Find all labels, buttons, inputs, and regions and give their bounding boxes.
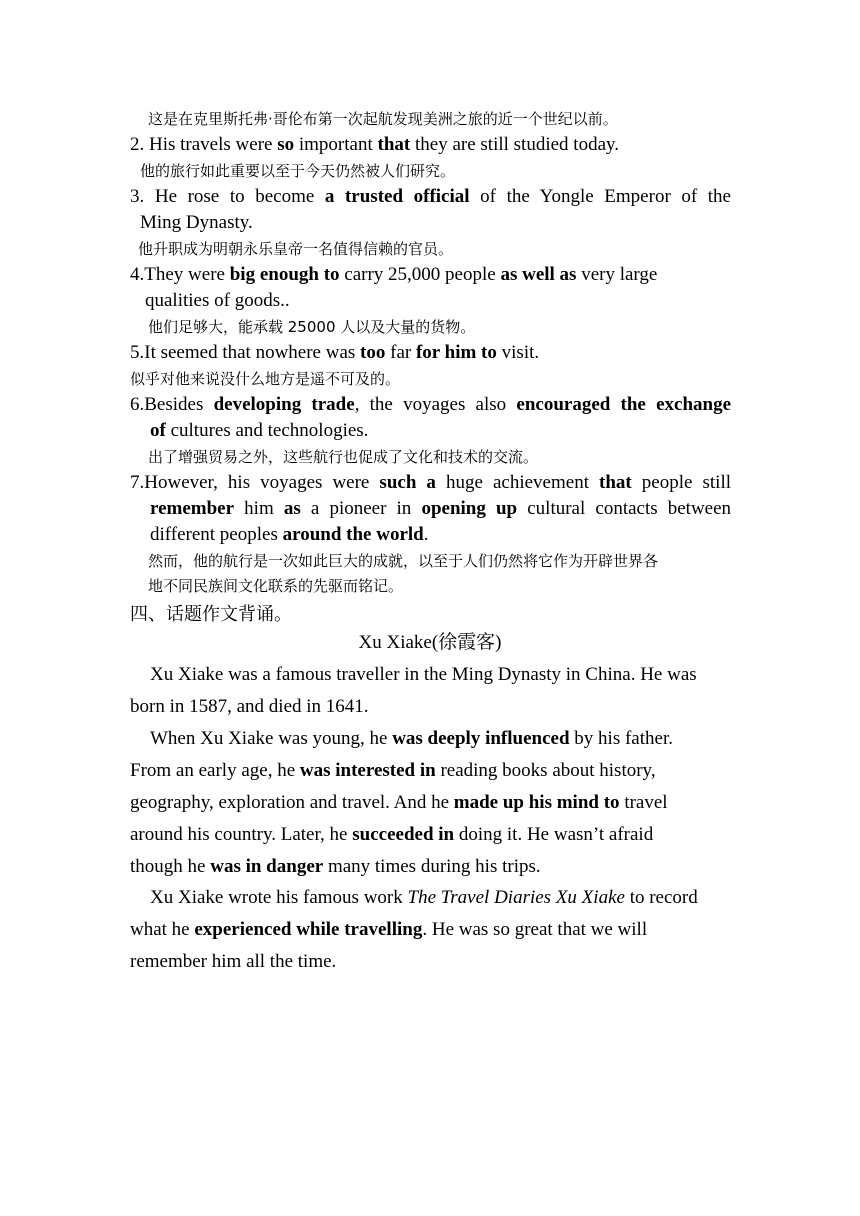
sentence-7-translation-2: 地不同民族间文化联系的先驱而铭记。 xyxy=(148,577,404,595)
sentence-7-cont-2: different peoples around the world. xyxy=(150,524,429,545)
sentence-6-cont: of cultures and technologies. xyxy=(150,420,369,441)
sentence-2-translation: 他的旅行如此重要以至于今天仍然被人们研究。 xyxy=(140,162,456,180)
sentence-1-translation: 这是在克里斯托弗·哥伦布第一次起航发现美洲之旅的近一个世纪以前。 xyxy=(148,110,618,128)
sentence-6: 6.Besides developing trade, the voyages also encouraged the exchange xyxy=(130,394,732,415)
section-heading: 四、话题作文背诵。 xyxy=(130,604,292,625)
essay-paragraph-3: Xu Xiake wrote his famous work The Travel Diaries Xu Xiake to record what he experienced while travelling. He was so great that we will remember him all the time. xyxy=(130,887,698,972)
sentence-6-translation: 出了增强贸易之外，这些航行也促成了文化和技术的交流。 xyxy=(148,448,539,466)
sentence-7-cont-1: remember him as a pioneer in opening up cultural contacts between xyxy=(150,498,732,519)
sentence-5: 5.It seemed that nowhere was too far for him to visit. xyxy=(130,342,540,363)
sentence-2: 2. His travels were so important that they are still studied today. xyxy=(130,134,620,155)
sentence-3-cont: Ming Dynasty. xyxy=(140,212,253,233)
sentence-7: 7.However, his voyages were such a huge achievement that people still xyxy=(130,472,731,493)
sentence-3: 3. He rose to become a trusted official of the Yongle Emperor of the xyxy=(130,186,731,207)
sentence-3-translation: 他升职成为明朝永乐皇帝一名值得信赖的官员。 xyxy=(138,240,454,258)
sentence-4: 4.They were big enough to carry 25,000 people as well as very large xyxy=(130,264,658,285)
sentence-4-cont: qualities of goods.. xyxy=(145,290,290,311)
sentence-4-translation: 他们足够大，能承载 25000 人以及大量的货物。 xyxy=(148,318,476,336)
essay-title: Xu Xiake(徐霞客) xyxy=(358,632,502,653)
essay-paragraph-2: When Xu Xiake was young, he was deeply influenced by his father. From an early age, he was interested in reading books about history, geography, exploration and travel. And he made up his mind to travel around his country. Later, he succeeded in doing it. He wasn’t afraid though he was in danger many times during his trips. xyxy=(130,728,673,877)
sentence-7-translation-1: 然而，他的航行是一次如此巨大的成就，以至于人们仍然将它作为开辟世界各 xyxy=(148,552,659,570)
sentence-5-translation: 似乎对他来说没什么地方是遥不可及的。 xyxy=(130,370,401,388)
essay-paragraph-1: Xu Xiake was a famous traveller in the Ming Dynasty in China. He was born in 1587, and died in 1641. xyxy=(130,664,697,717)
